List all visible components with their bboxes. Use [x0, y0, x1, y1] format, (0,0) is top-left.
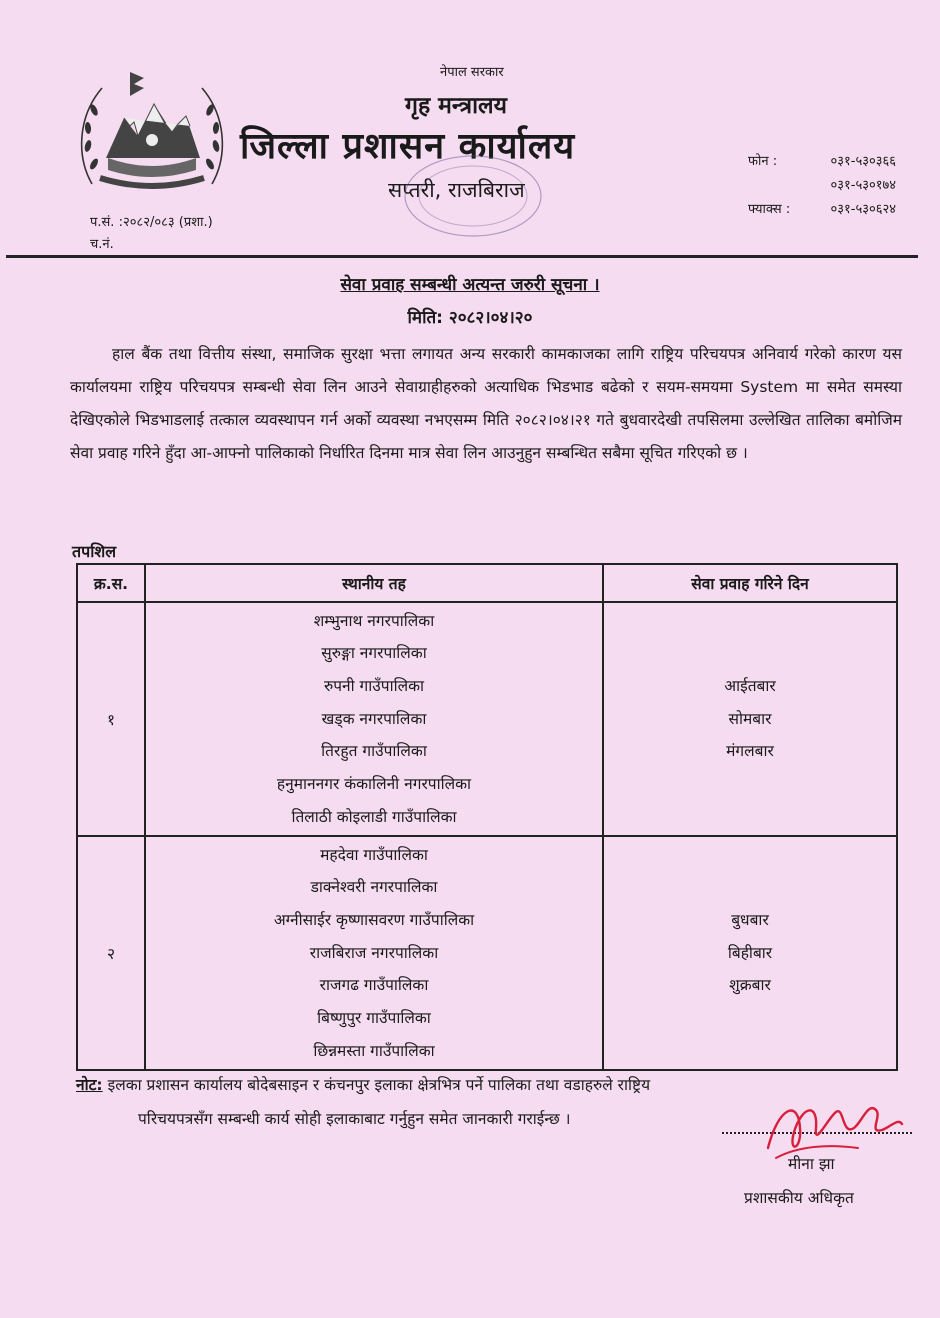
- notice-date: मिति: २०८२।०४।२०: [407, 308, 533, 328]
- fax-label: फ्याक्स :: [748, 202, 791, 217]
- service-day-list: [603, 602, 897, 836]
- dispatch-number: च.नं.: [90, 237, 114, 252]
- table-header-row: [77, 564, 897, 602]
- reference-number: प.सं. :२०८२/०८३ (प्रशा.): [90, 215, 213, 230]
- column-header-service-days: सेवा प्रवाह गरिने दिन: [603, 564, 897, 602]
- local-level: राजबिराज नगरपालिका: [309, 943, 439, 962]
- local-level: छिन्नमस्ता गाउँपालिका: [313, 1041, 435, 1060]
- local-level: बिष्णुपुर गाउँपालिका: [317, 1009, 431, 1028]
- note-text-2: परिचयपत्रसँग सम्बन्धी कार्य सोही इलाकाबाट गर्नुहुन समेत जानकारी गराईन्छ ।: [138, 1110, 571, 1128]
- table-row: [77, 836, 897, 1070]
- service-day: बुधबार: [731, 910, 769, 929]
- signatory-name: मीना झा: [788, 1155, 835, 1173]
- local-level: खड्क नगरपालिका: [321, 709, 427, 728]
- government-name: नेपाल सरकार: [440, 65, 504, 80]
- header-divider: [6, 255, 918, 258]
- local-level: शम्भुनाथ नगरपालिका: [313, 611, 435, 630]
- reference-block: [90, 212, 213, 256]
- local-level-list: [145, 836, 603, 1070]
- fax-number: ०३१-५३०६२४: [830, 202, 896, 217]
- office-stamp: [398, 150, 548, 242]
- phone-number: ०३१-५३०३६६: [830, 154, 896, 169]
- phone-label: फोन :: [748, 154, 778, 169]
- local-level: डाक्नेश्वरी नगरपालिका: [310, 878, 438, 897]
- note-text-1: इलका प्रशासन कार्यालय बोदेबसाइन र कंचनपुर इलाका क्षेत्रभित्र पर्ने पालिका तथा वडाहरुले राष्ट्रिय: [107, 1076, 651, 1094]
- phone-row-2: [748, 174, 896, 198]
- schedule-label: तपशिल: [72, 542, 117, 561]
- service-day: आईतबार: [724, 676, 776, 695]
- row-serial: २: [77, 836, 145, 1070]
- district-name: सप्तरी, राजबिराज: [388, 178, 525, 202]
- local-level: अग्नीसाईर कृष्णासवरण गाउँपालिका: [273, 910, 475, 929]
- local-level: रुपनी गाउँपालिका: [323, 676, 425, 695]
- contact-block: [748, 150, 896, 222]
- phone-row-1: [748, 150, 896, 174]
- local-level: राजगढ गाउँपालिका: [319, 976, 429, 995]
- schedule-table: [76, 563, 898, 1071]
- service-day: सोमबार: [728, 709, 772, 728]
- notice-title: सेवा प्रवाह सम्बन्धी अत्यन्त जरुरी सूचना ।: [340, 275, 600, 295]
- service-day: बिहीबार: [727, 943, 773, 962]
- service-day: मंगलबार: [726, 742, 774, 761]
- column-header-local-level: स्थानीय तह: [145, 564, 603, 602]
- local-level-list: [145, 602, 603, 836]
- nepal-government-emblem: [72, 66, 232, 198]
- local-level: महदेवा गाउँपालिका: [320, 845, 428, 864]
- row-serial: १: [77, 602, 145, 836]
- local-level: सुरुङ्गा नगरपालिका: [321, 644, 427, 663]
- ministry-name: गृह मन्त्रालय: [405, 93, 507, 119]
- local-level: हनुमाननगर कंकालिनी नगरपालिका: [276, 775, 472, 794]
- table-row: [77, 602, 897, 836]
- fax-row: [748, 198, 896, 222]
- notice-body: हाल बैंक तथा वित्तीय संस्था, समाजिक सुरक्षा भत्ता लगायत अन्य सरकारी कामकाजका लागि राष्ट्रिय परिचयपत्र अनिवार्य गरेको कारण यस कार्यालयमा राष्ट्रिय परिचयपत्र सम्बन्धी सेवा लिन आउने सेवाग्राहीहरुको अत्याधिक भिडभाड बढेको र सयम-समयमा System मा समेत समस्या देखिएकोले भिडभाडलाई तत्काल व्यवस्थापन गर्न अर्को व्यवस्था नभएसम्म मिति २०८२।०४।२१ गते बुधवारदेखी तपसिलमा उल्लेखित तालिका बमोजिम सेवा प्रवाह गरिने हुँदा आ-आफ्नो पालिकाको निर्धारित दिनमा मात्र सेवा लिन आउनुहुन सम्बन्धित सबैमा सूचित गरिएको छ ।: [70, 345, 902, 462]
- note-label: नोट:: [76, 1076, 103, 1094]
- service-day: शुक्रबार: [729, 976, 771, 995]
- column-header-sn: क्र.स.: [77, 564, 145, 602]
- local-level: तिलाठी कोइलाडी गाउँपालिका: [291, 807, 457, 826]
- signatory-designation: प्रशासकीय अधिकृत: [744, 1189, 854, 1207]
- service-day-list: [603, 836, 897, 1070]
- phone-number-2: ०३१-५३०१७४: [830, 178, 896, 193]
- office-name: जिल्ला प्रशासन कार्यालय: [240, 126, 576, 167]
- local-level: तिरहुत गाउँपालिका: [321, 742, 427, 761]
